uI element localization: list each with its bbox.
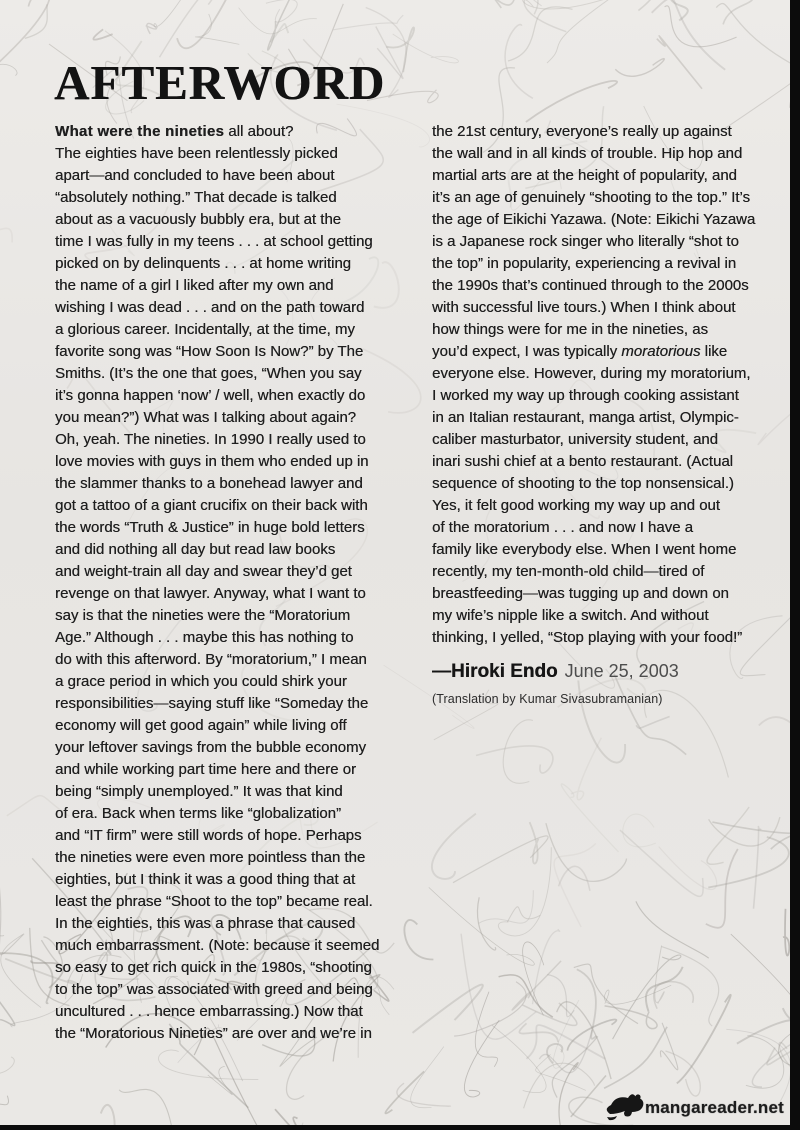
text-line: of era. Back when terms like “globalization” (55, 805, 341, 822)
text-line: family like everybody else. When I went home (432, 541, 737, 558)
text-line: the wall and in all kinds of trouble. Hip hop and (432, 145, 743, 162)
text-line: in an Italian restaurant, manga artist, Olympic- (432, 409, 739, 426)
text-column-right (432, 121, 800, 710)
author-name: —Hiroki Endo (432, 661, 558, 682)
text-line: responsibilities—saying stuff like “Someday the (55, 695, 369, 712)
text-line: the 1990s that’s continued through to the 2000s (432, 277, 749, 294)
text-line: apart—and concluded to have been about (55, 167, 335, 184)
text-line: and weight-train all day and swear they’d get (55, 563, 352, 580)
text-line: love movies with guys in them who ended up in (55, 453, 369, 470)
text-line: Oh, yeah. The nineties. In 1990 I really used to (55, 431, 366, 448)
signature-date: June 25, 2003 (564, 661, 679, 681)
text-line: Yes, it felt good working my way up and out (432, 497, 720, 514)
text-line: least the phrase “Shoot to the top” became real. (55, 893, 373, 910)
text-line: the “Moratorious Nineties” are over and we’re in (55, 1025, 372, 1042)
translation-credit: (Translation by Kumar Sivasubramanian) (432, 692, 663, 706)
text-line: picked on by delinquents . . . at home writing (55, 255, 352, 272)
text-line: a grace period in which you could shirk your (55, 673, 347, 690)
text-line: it’s an age of genuinely “shooting to the top.” It’s (432, 189, 750, 206)
text-line: caliber masturbator, university student, and (432, 431, 718, 448)
text-line: of the moratorium . . . and now I have a (432, 519, 693, 536)
text-line: eighties, but I think it was a good thing that at (55, 871, 356, 888)
text-line: The eighties have been relentlessly picked (55, 145, 338, 162)
text-line: breastfeeding—was tugging up and down on (432, 585, 729, 602)
text-line: is a Japanese rock singer who literally “shot to (432, 233, 739, 250)
text-line: you mean?”) What was I talking about again? (55, 409, 357, 426)
text-line: the top” in popularity, experiencing a revival in (432, 255, 737, 272)
mangareader-mascot-icon (602, 1092, 644, 1123)
text-column-right-lines (432, 121, 800, 649)
text-line: thinking, I yelled, “Stop playing with your food!” (432, 629, 743, 646)
text-line: “absolutely nothing.” That decade is talked (55, 189, 337, 206)
text-line: and “IT firm” were still words of hope. Perhaps (55, 827, 362, 844)
text-line: recently, my ten-month-old child—tired of (432, 563, 705, 580)
text-line: Smiths. (It’s the one that goes, “When you say (55, 365, 362, 382)
page-edge-bottom (0, 1125, 800, 1130)
text-line: favorite song was “How Soon Is Now?” by The (55, 343, 364, 360)
text-line: wishing I was dead . . . and on the path toward (55, 299, 365, 316)
signature-block (432, 660, 800, 710)
text-line: my wife’s nipple like a switch. And without (432, 607, 709, 624)
text-line: revenge on that lawyer. Anyway, what I want to (55, 585, 366, 602)
text-line: it’s gonna happen ‘now’ / well, when exactly do (55, 387, 366, 404)
text-line: the words “Truth & Justice” in huge bold letters (55, 519, 365, 536)
text-line: the 21st century, everyone’s really up against (432, 123, 732, 140)
page-edge-right (790, 0, 800, 1130)
text-line: the name of a girl I liked after my own and (55, 277, 334, 294)
watermark (602, 1092, 784, 1123)
text-line: inari sushi chief at a bento restaurant. (Actual (432, 453, 733, 470)
signature-line (432, 660, 800, 684)
watermark-text: mangareader.net (644, 1097, 784, 1117)
text-line: to the top” was associated with greed and being (55, 981, 373, 998)
text-line: Age.” Although . . . maybe this has nothing to (55, 629, 354, 646)
text-line: uncultured . . . hence embarrassing.) Now that (55, 1003, 363, 1020)
text-line: the slammer thanks to a bonehead lawyer and (55, 475, 363, 492)
page-title: AFTERWORD (54, 55, 386, 110)
text-line: time I was fully in my teens . . . at school getting (55, 233, 373, 250)
text-line: you’d expect, I was typically moratorious like (432, 343, 728, 360)
text-line: the age of Eikichi Yazawa. (Note: Eikichi Yazawa (432, 211, 756, 228)
text-line: economy will get good again” while living off (55, 717, 347, 734)
text-line: the nineties were even more pointless than the (55, 849, 366, 866)
text-line: In the eighties, this was a phrase that caused (55, 915, 356, 932)
text-line: sequence of shooting to the top nonsensical.) (432, 475, 734, 492)
text-line: What were the nineties all about? (55, 123, 294, 140)
text-column-left (55, 121, 423, 1045)
text-line: got a tattoo of a giant crucifix on their back with (55, 497, 368, 514)
text-line: say is that the nineties were the “Moratorium (55, 607, 351, 624)
text-line: with successful live tours.) When I think about (432, 299, 736, 316)
text-line: your leftover savings from the bubble economy (55, 739, 366, 756)
text-line: much embarrassment. (Note: because it seemed (55, 937, 380, 954)
text-line: how things were for me in the nineties, as (432, 321, 708, 338)
text-line: martial arts are at the height of popularity, and (432, 167, 737, 184)
text-line: so easy to get rich quick in the 1980s, “shooting (55, 959, 372, 976)
text-line: and while working part time here and there or (55, 761, 356, 778)
text-line: being “simply unemployed.” It was that kind (55, 783, 343, 800)
text-line: and did nothing all day but read law books (55, 541, 336, 558)
text-line: everyone else. However, during my moratorium, (432, 365, 751, 382)
text-line: a glorious career. Incidentally, at the time, my (55, 321, 355, 338)
text-line: do with this afterword. By “moratorium,” I mean (55, 651, 367, 668)
text-line: about as a vacuously bubbly era, but at the (55, 211, 342, 228)
text-line: I worked my way up through cooking assistant (432, 387, 739, 404)
